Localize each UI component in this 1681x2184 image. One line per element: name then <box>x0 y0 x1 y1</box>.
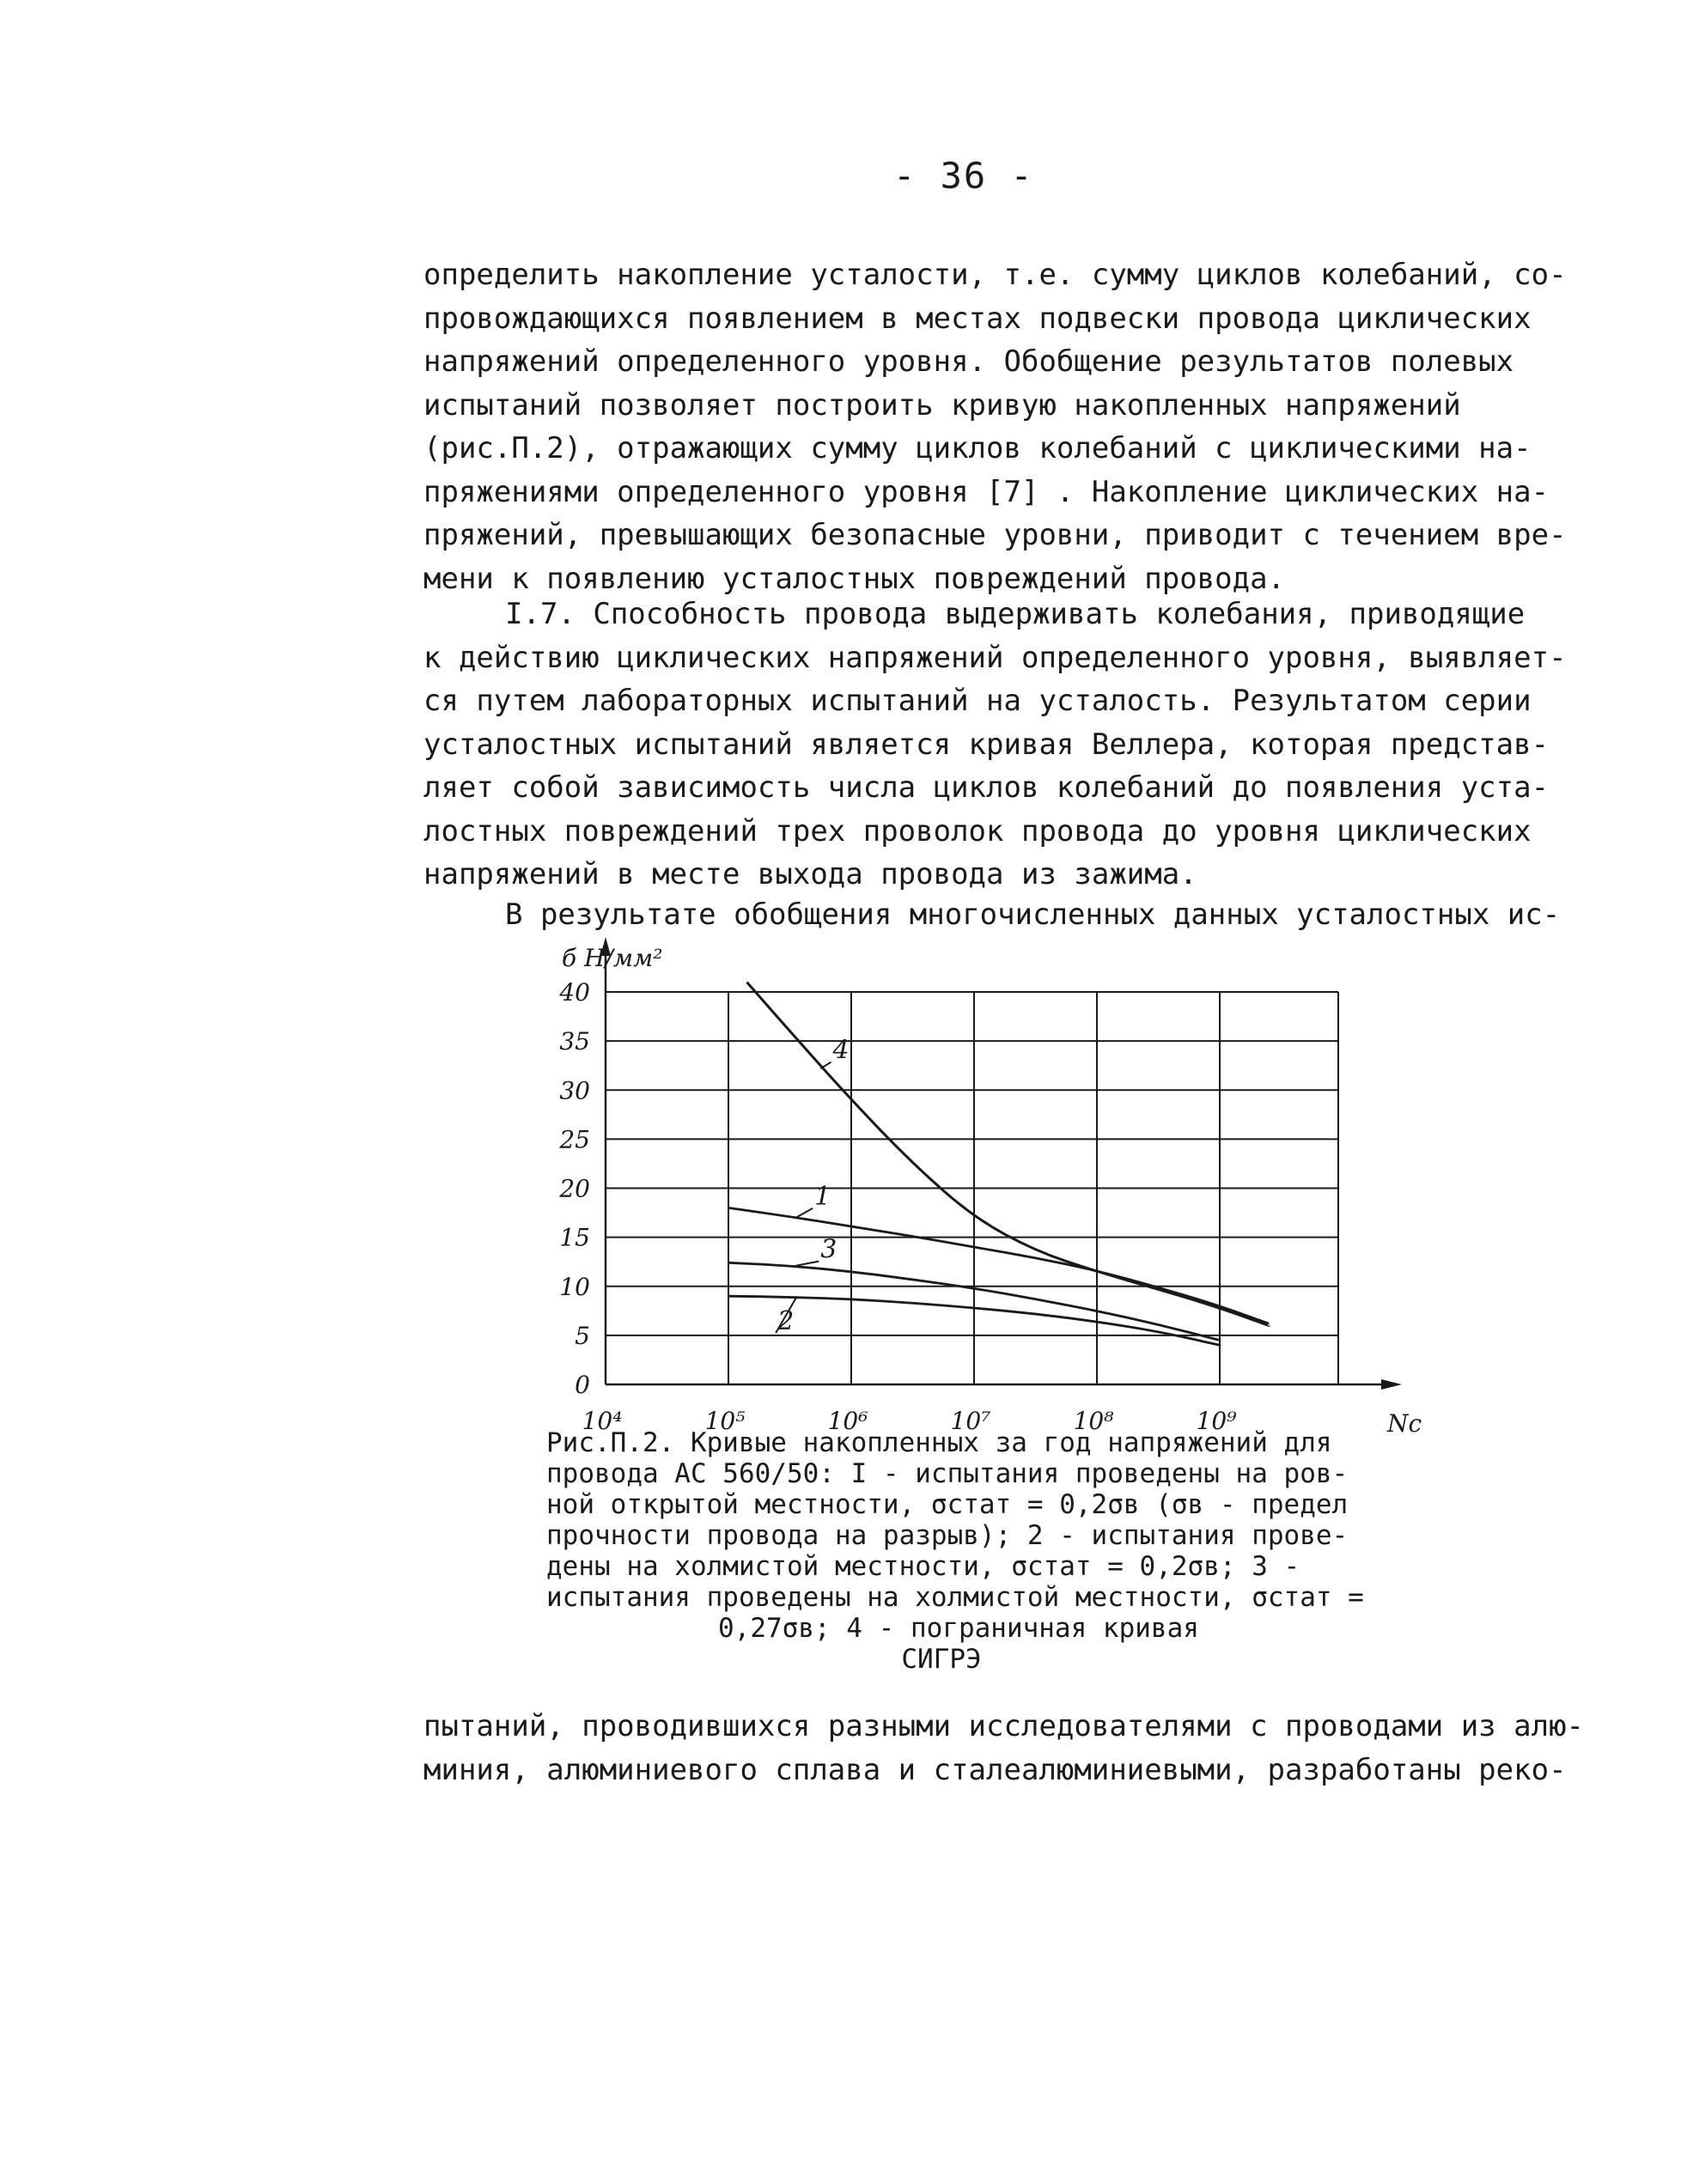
y-tick-label: 15 <box>559 1223 590 1252</box>
curve-label-4: 4 <box>832 1035 850 1066</box>
curve-label-1: 1 <box>814 1181 831 1212</box>
paragraph-1 <box>423 253 1567 600</box>
figure-caption <box>546 1427 1440 1675</box>
x-tick-label: 10⁸ <box>1073 1407 1114 1435</box>
text-line: ся путем лабораторных испытаний на усталость. Результатом серии <box>423 684 1532 718</box>
y-tick-label: 35 <box>559 1027 590 1056</box>
text-line: I.7. Способность провода выдерживать колебания, приводящие <box>505 597 1526 631</box>
x-axis-arrow <box>1381 1379 1402 1390</box>
text-line: провождающихся появлением в местах подвески провода циклических <box>423 301 1532 336</box>
caption-line: 0,27σв; 4 - пограничная кривая <box>718 1613 1199 1644</box>
caption-line: прочности провода на разрыв); 2 - испытания прове- <box>546 1520 1349 1551</box>
x-tick-label: 10⁷ <box>950 1407 991 1435</box>
caption-line: СИГРЭ <box>901 1644 982 1675</box>
text-line: ляет собой зависимость числа циклов колебаний до появления уста- <box>423 770 1550 805</box>
y-tick-label: 20 <box>559 1174 590 1203</box>
series-curve-1 <box>728 1208 1269 1323</box>
curve-leader-4 <box>820 1062 831 1068</box>
caption-line: дены на холмистой местности, σстат = 0,2σв; 3 - <box>546 1551 1300 1582</box>
text-line: миния, алюминиевого сплава и сталеалюминиевыми, разработаны реко- <box>423 1752 1567 1787</box>
curve-leader-1 <box>796 1208 813 1218</box>
curve-label-2: 2 <box>777 1306 795 1337</box>
x-tick-label: 10⁹ <box>1196 1407 1237 1435</box>
text-line: В результате обобщения многочисленных данных усталостных ис- <box>505 897 1561 932</box>
chart-series <box>728 982 1269 1346</box>
y-tick-label: 40 <box>559 978 590 1007</box>
caption-line: ной открытой местности, σстат = 0,2σв (σв - предел <box>546 1489 1349 1520</box>
text-line: напряжений определенного уровня. Обобщение результатов полевых <box>423 344 1514 379</box>
text-line: испытаний позволяет построить кривую накопленных напряжений <box>423 387 1461 423</box>
paragraph-2 <box>423 593 1567 897</box>
text-line: напряжений в месте выхода провода из зажима. <box>423 857 1197 891</box>
accumulated-stress-chart <box>550 932 1426 1447</box>
chart-svg <box>550 932 1426 1447</box>
paragraph-3 <box>423 893 1561 937</box>
x-tick-label: 10⁵ <box>704 1407 746 1435</box>
text-line: пряжениями определенного уровня [7] . Накопление циклических на- <box>423 474 1550 509</box>
curve-leader-3 <box>796 1262 819 1266</box>
text-line: определить накопление усталости, т.е. сумму циклов колебаний, со- <box>423 258 1567 292</box>
text-line: усталостных испытаний является кривая Веллера, которая представ- <box>423 727 1550 762</box>
text-line: пряжений, превышающих безопасные уровни, приводит с течением вре- <box>423 518 1567 552</box>
series-curve-4 <box>747 982 1270 1326</box>
paragraph-4 <box>423 1705 1585 1792</box>
chart-axes <box>600 937 1402 1390</box>
y-tick-label: 30 <box>559 1076 590 1105</box>
text-line: пытаний, проводившихся разными исследователями с проводами из алю- <box>423 1709 1585 1743</box>
caption-line: Рис.П.2. Кривые накопленных за год напряжений для <box>546 1427 1332 1458</box>
text-line: лостных повреждений трех проволок провода до уровня циклических <box>423 813 1532 849</box>
y-tick-label: 5 <box>575 1321 590 1350</box>
y-tick-label: 25 <box>559 1125 590 1154</box>
chart-grid <box>606 992 1338 1384</box>
caption-line: испытания проведены на холмистой местности, σстат = <box>546 1582 1364 1613</box>
curve-label-3: 3 <box>820 1234 837 1265</box>
x-tick-label: 10⁴ <box>582 1407 623 1435</box>
y-tick-label: 0 <box>575 1371 590 1399</box>
y-axis-label: б Н/мм² <box>562 944 663 972</box>
y-tick-label: 10 <box>559 1272 590 1301</box>
text-line: мени к появлению усталостных повреждений провода. <box>423 561 1286 596</box>
chart-labels <box>558 944 1422 1438</box>
page-number: - 36 - <box>893 155 1034 197</box>
text-line: к действию циклических напряжений определенного уровня, выявляет- <box>423 640 1567 675</box>
text-line: (рис.П.2), отражающих сумму циклов колебаний с циклическими на- <box>423 431 1532 465</box>
caption-line: провода АС 560/50: I - испытания проведены на ров- <box>546 1458 1349 1489</box>
x-axis-label: Nc <box>1387 1409 1422 1438</box>
x-tick-label: 10⁶ <box>827 1407 868 1435</box>
